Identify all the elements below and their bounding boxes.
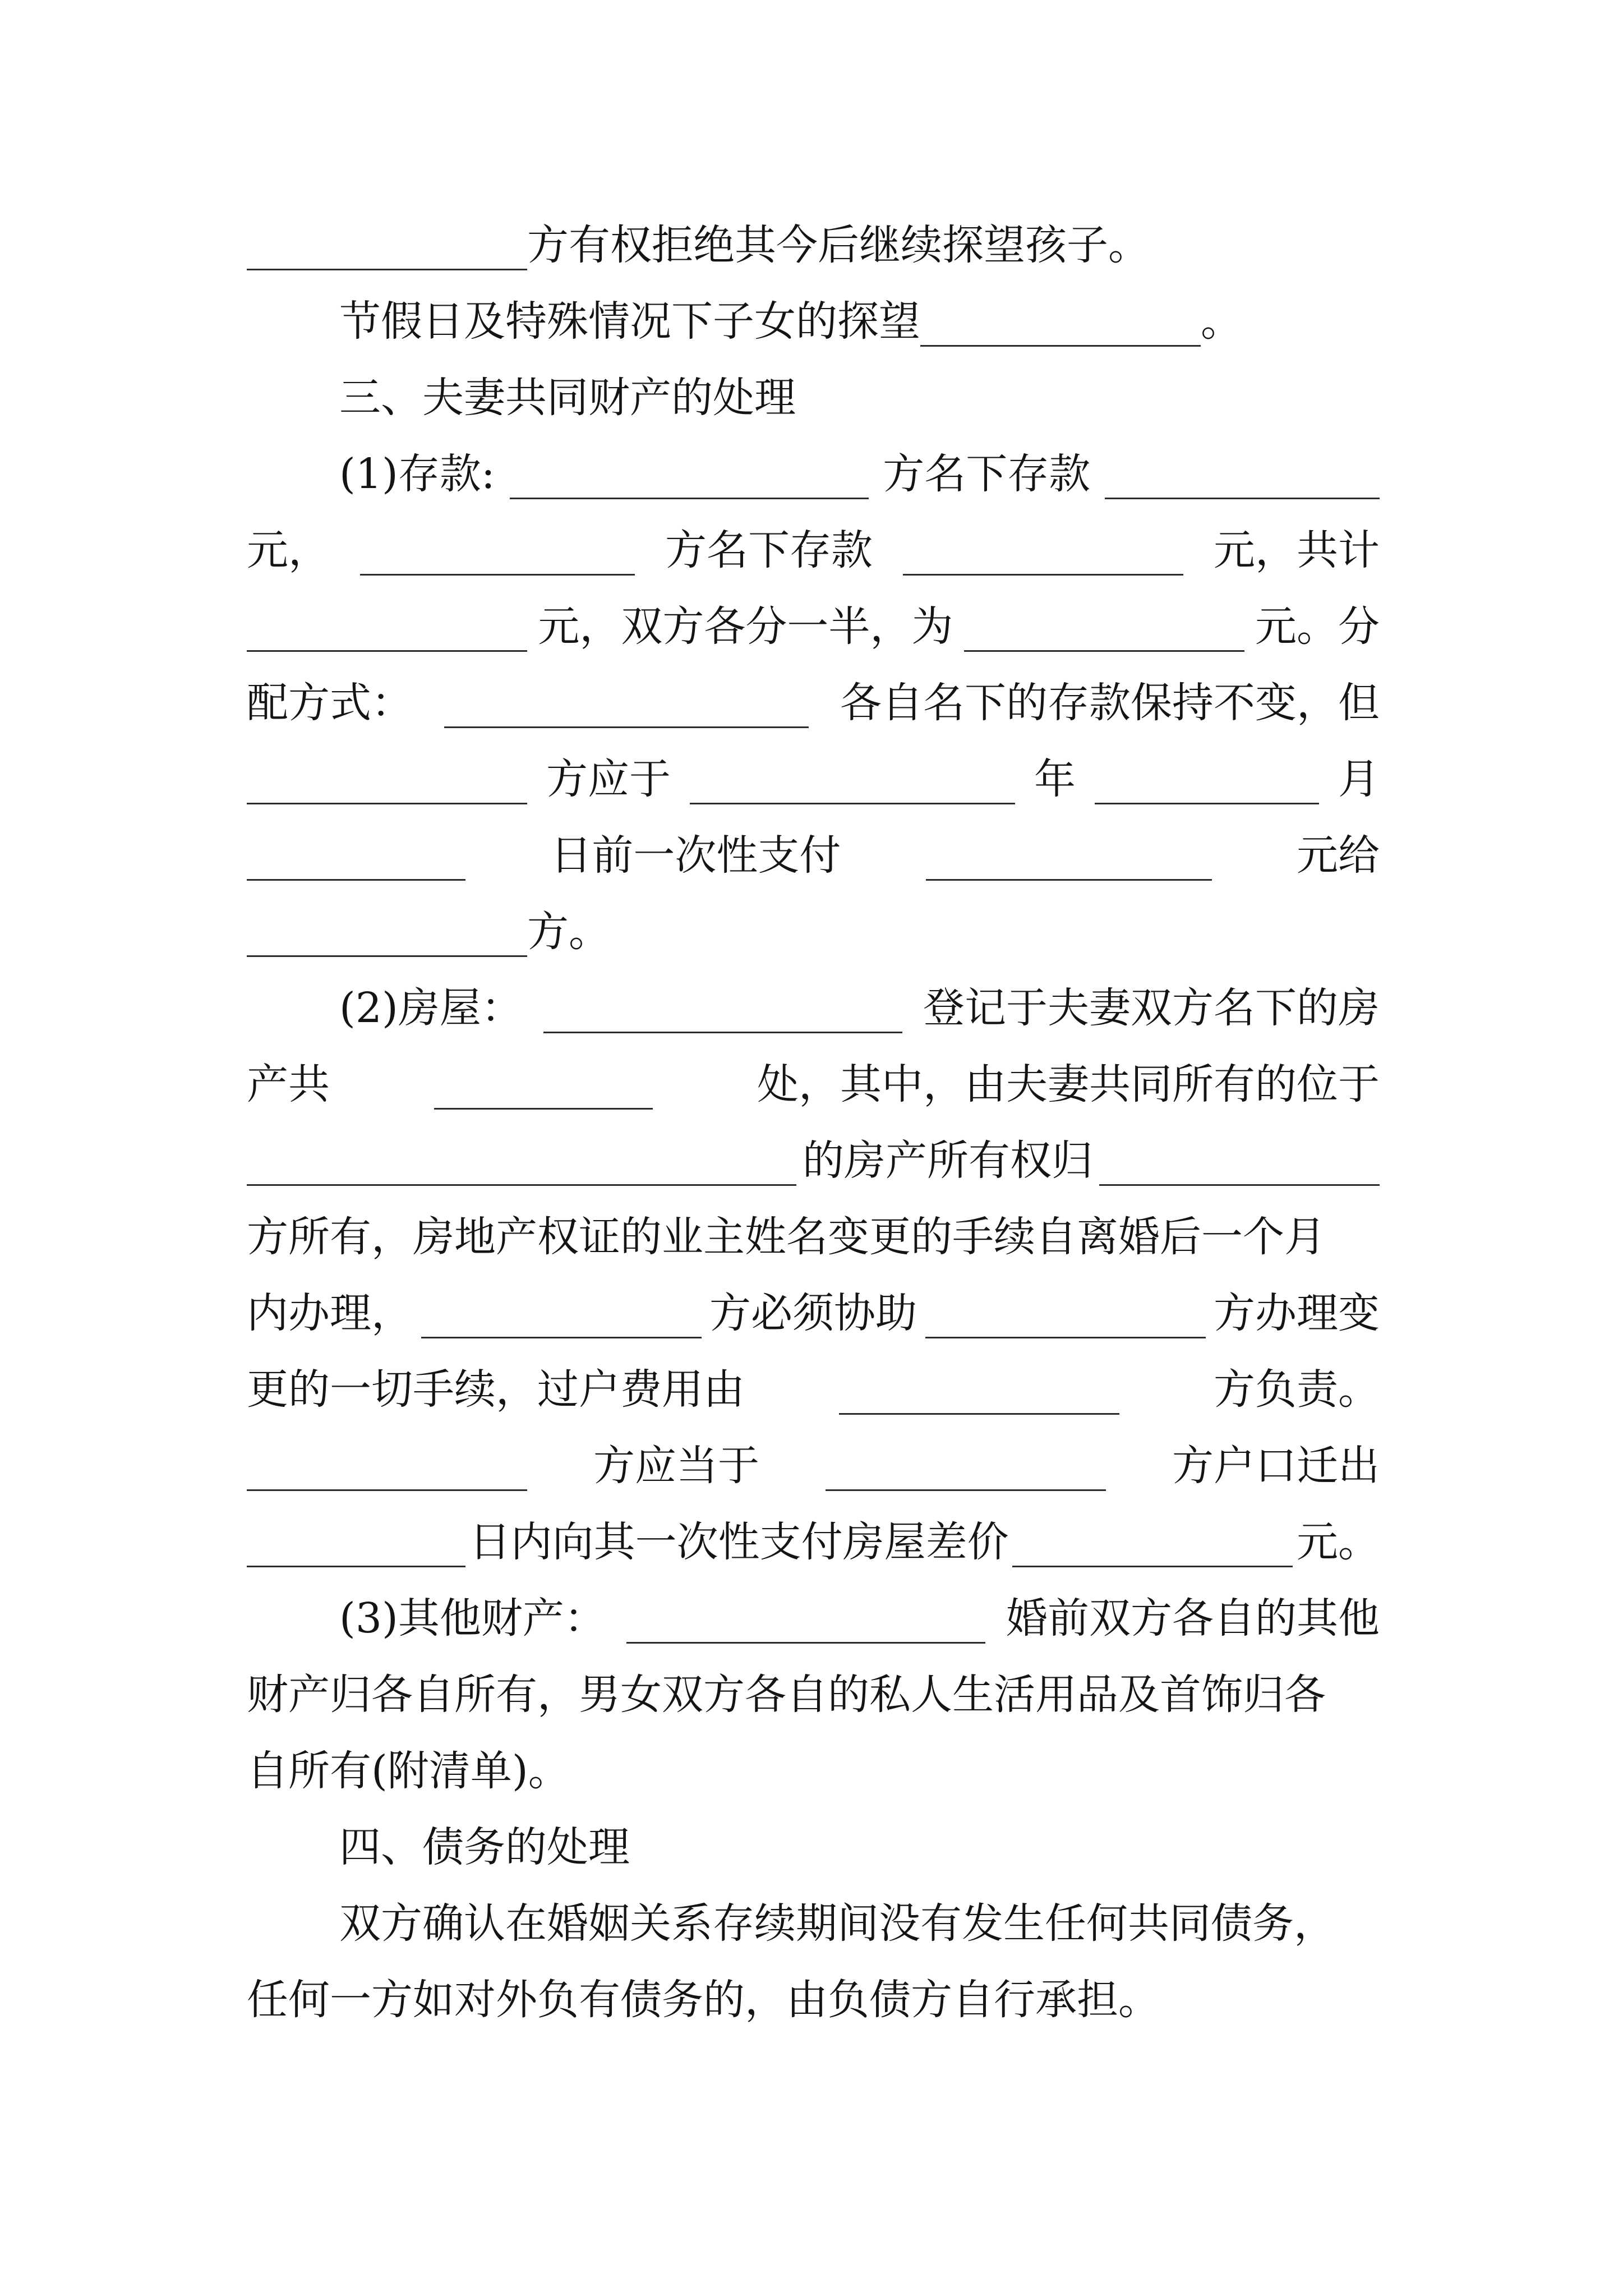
fill-in-blank — [543, 994, 902, 1033]
text-segment: 方所有，房地产权证的业主姓名变更的手续自离婚后一个月 — [247, 1213, 1326, 1261]
fill-in-blank — [444, 689, 809, 728]
text-segment: 方名下存款 — [665, 526, 873, 574]
text-segment: 配方式： — [247, 679, 413, 727]
fill-in-blank — [1012, 1528, 1293, 1567]
fill-in-blank — [626, 1604, 985, 1644]
text-segment: 日前一次性支付 — [550, 831, 841, 880]
heading-text: 三、夫妻共同财产的处理 — [339, 374, 796, 422]
fill-in-blank — [690, 765, 1015, 804]
text-line — [247, 601, 1380, 652]
text-segment: 年 — [1034, 755, 1076, 803]
text-segment: 自所有(附清单)。 — [247, 1747, 570, 1795]
text-line — [247, 220, 1380, 270]
text-line — [247, 1059, 1380, 1110]
text-segment: (1)存款: — [339, 450, 495, 498]
text-segment: 日内向其一次性支付房屋差价 — [469, 1518, 1009, 1566]
text-segment: 元， — [247, 526, 330, 574]
text-line — [247, 1441, 1380, 1491]
text-segment: 方应于 — [546, 755, 671, 803]
text-line — [247, 1746, 1380, 1796]
fill-in-blank — [920, 307, 1201, 347]
text-segment: 元。 — [1296, 1518, 1380, 1566]
text-line — [339, 1898, 1380, 1949]
text-segment: 方户口迁出 — [1172, 1442, 1380, 1490]
fill-in-blank — [247, 613, 527, 652]
text-segment: 的房产所有权归 — [803, 1137, 1093, 1185]
fill-in-blank — [247, 231, 527, 270]
section-heading — [339, 372, 1380, 423]
text-segment: 各自名下的存款保持不变，但 — [840, 679, 1380, 727]
text-line — [247, 678, 1380, 728]
text-segment: 节假日及特殊情况下子女的探望 — [339, 297, 920, 346]
text-segment: 元给 — [1296, 831, 1380, 880]
text-segment: 方名下存款 — [883, 450, 1091, 498]
text-segment: 财产归各自所有，男女双方各自的私人生活用品及首饰归各 — [247, 1671, 1326, 1719]
text-segment: 元，双方各分一半，为 — [538, 602, 953, 651]
fill-in-blank — [360, 536, 635, 576]
fill-in-blank — [247, 1452, 527, 1491]
text-line — [247, 1517, 1380, 1567]
fill-in-blank — [964, 613, 1244, 652]
text-line — [247, 1975, 1380, 2025]
text-line — [339, 983, 1380, 1033]
text-segment: 更的一切手续，过户费用由 — [247, 1365, 745, 1414]
text-line — [247, 1288, 1380, 1338]
text-segment: 方应当于 — [593, 1442, 759, 1490]
fill-in-blank — [434, 1070, 653, 1110]
fill-in-blank — [421, 1299, 702, 1338]
text-segment: 登记于夫妻双方名下的房 — [923, 984, 1380, 1032]
text-line — [247, 907, 1380, 957]
text-line — [247, 1212, 1380, 1262]
text-segment: 处，其中，由夫妻共同所有的位于 — [757, 1060, 1380, 1108]
fill-in-blank — [1105, 460, 1380, 499]
text-segment: 元。分 — [1255, 602, 1380, 651]
fill-in-blank — [247, 841, 465, 881]
fill-in-blank — [1099, 1147, 1380, 1186]
text-segment: (2)房屋： — [339, 984, 523, 1032]
text-segment: 元，共计 — [1214, 526, 1380, 574]
fill-in-blank — [926, 841, 1212, 881]
fill-in-blank — [925, 1299, 1206, 1338]
heading-text: 四、债务的处理 — [339, 1823, 630, 1871]
text-segment: 方必须协助 — [709, 1289, 917, 1337]
text-segment: 内办理， — [247, 1289, 413, 1337]
text-segment: 双方确认在婚姻关系存续期间没有发生任何共同债务， — [339, 1899, 1335, 1948]
text-segment: 任何一方如对外负有债务的，由负债方自行承担。 — [247, 1976, 1160, 2024]
text-line — [247, 1135, 1380, 1186]
text-segment: (3)其他财产： — [339, 1594, 606, 1642]
text-segment: 月 — [1338, 755, 1380, 803]
text-line — [247, 1364, 1380, 1415]
text-segment: 方办理变 — [1214, 1289, 1380, 1337]
text-segment: 婚前双方各自的其他 — [1006, 1594, 1380, 1642]
text-segment: 方有权拒绝其今后继续探望孩子。 — [527, 221, 1150, 269]
text-segment: 方。 — [527, 908, 610, 956]
text-line — [339, 1593, 1380, 1644]
fill-in-blank — [839, 1375, 1119, 1415]
text-line — [247, 754, 1380, 804]
section-heading — [339, 1822, 1380, 1872]
text-line — [339, 449, 1380, 499]
text-line — [339, 296, 1380, 347]
text-segment: 方负责。 — [1214, 1365, 1380, 1414]
text-segment: 。 — [1201, 297, 1242, 346]
fill-in-blank — [510, 460, 869, 499]
text-line — [247, 830, 1380, 881]
fill-in-blank — [903, 536, 1183, 576]
fill-in-blank — [826, 1452, 1106, 1491]
text-line — [247, 525, 1380, 576]
fill-in-blank — [247, 918, 527, 957]
text-segment: 产共 — [247, 1060, 330, 1108]
fill-in-blank — [247, 765, 527, 804]
fill-in-blank — [1095, 765, 1319, 804]
fill-in-blank — [247, 1147, 796, 1186]
fill-in-blank — [247, 1528, 465, 1567]
text-line — [247, 1669, 1380, 1720]
